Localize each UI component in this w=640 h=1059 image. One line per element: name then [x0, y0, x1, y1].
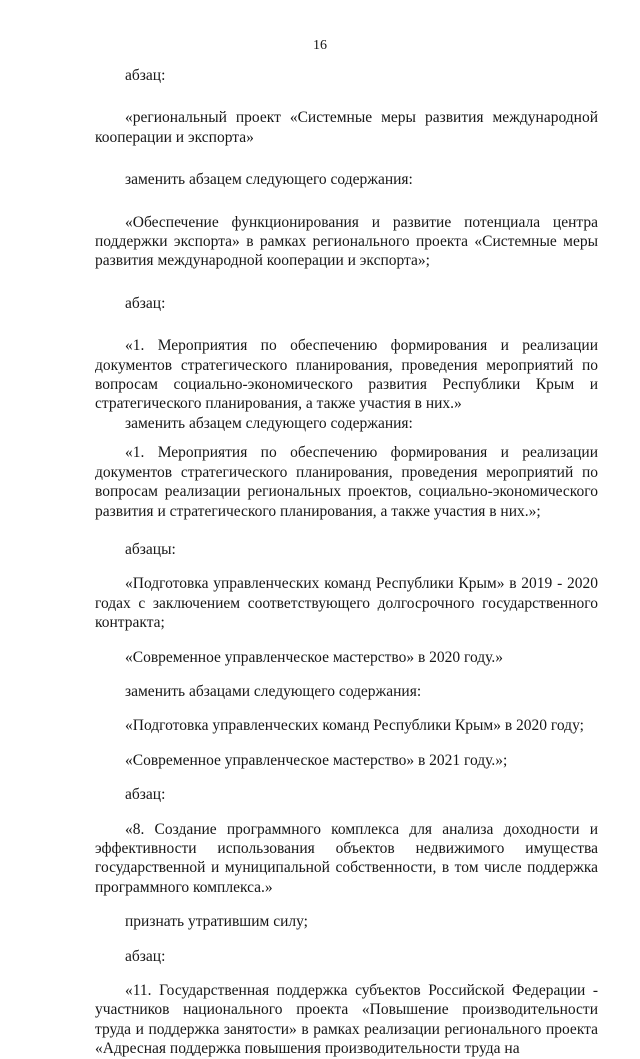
paragraph-mastery-old: «Современное управленческое мастерство» в 2020 году.»: [125, 648, 503, 666]
paragraph-quoted-item-11: «11. Государственная поддержка субъектов Российской Федерации - участников национального проекта «Повышение производительности труда и поддержка занятости» в рамках реализации регионального проекта «Адресная поддержка повышения производительности труда на: [95, 982, 598, 1058]
paragraph-abzac-2: абзац:: [125, 294, 166, 312]
paragraph-abzac-3: абзац:: [125, 786, 166, 804]
paragraph-management-teams-new: «Подготовка управленческих команд Республики Крым» в 2020 году;: [125, 717, 584, 735]
paragraph-abzacy-1: абзацы:: [125, 540, 176, 558]
paragraph-replace-instruction-2: заменить абзацем следующего содержания:: [125, 414, 413, 432]
paragraph-replace-instruction-1: заменить абзацем следующего содержания:: [125, 171, 413, 189]
paragraph-mastery-new: «Современное управленческое мастерство» в 2021 году.»;: [125, 751, 508, 769]
paragraph-quoted-regional-project: «региональный проект «Системные меры развития международной кооперации и экспорта»: [95, 109, 598, 146]
paragraph-abzac-1: абзац:: [125, 67, 166, 84]
paragraph-management-teams-old: «Подготовка управленческих команд Республики Крым» в 2019 - 2020 годах с заключением соответствующего долгосрочного государственного контракта;: [95, 575, 598, 632]
document-body: [95, 66, 598, 1059]
paragraph-new-export-support: «Обеспечение функционирования и развитие потенциала центра поддержки экспорта» в рамках регионального проекта «Системные меры развития международной кооперации и экспорта»;: [95, 213, 598, 270]
paragraph-quoted-item-1-old: «1. Мероприятия по обеспечению формирования и реализации документов стратегического планирования, проведения мероприятий по вопросам социально-экономического развития Республики Крым и стратегического планирования, а также участия в них.»: [95, 337, 598, 413]
paragraph-repeal-instruction: признать утратившим силу;: [125, 913, 308, 931]
paragraph-abzac-4: абзац:: [125, 947, 166, 965]
paragraph-quoted-item-1-new: «1. Мероприятия по обеспечению формирования и реализации документов стратегического планирования, проведения мероприятий по вопросам реализации региональных проектов, социально-экономического развития и стратегического планирования, а также участия в них.»;: [95, 444, 598, 520]
paragraph-quoted-item-8: «8. Создание программного комплекса для анализа доходности и эффективности использования объектов недвижимого имущества государственной и муниципальной собственности, в том числе поддержка программного комплекса.»: [95, 820, 598, 896]
paragraph-replace-instruction-3: заменить абзацами следующего содержания:: [125, 682, 422, 700]
page-number: 16: [313, 38, 327, 53]
